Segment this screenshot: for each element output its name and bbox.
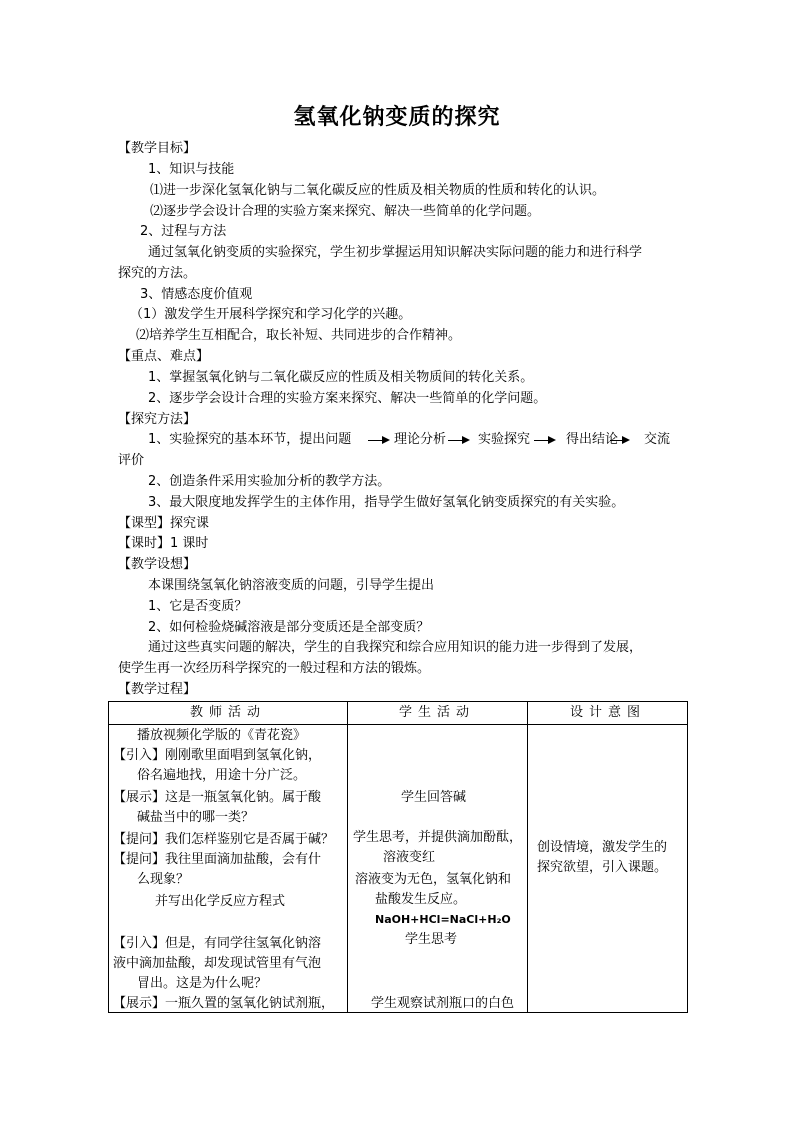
chemical-equation: NaOH+HCl=NaCl+H₂O [375, 913, 511, 926]
header-intent: 设计意图 [569, 705, 646, 720]
teacher-line: 冒出。这是为什么呢？ [137, 976, 268, 991]
teacher-line: 俗名遍地找，用途十分广泛。 [137, 768, 307, 783]
knowledge-item-2: ⑵逐步学会设计合理的实验方案来探究、解决一些简单的化学问题。 [150, 204, 541, 219]
teacher-line: 碱盐当中的哪一类？ [137, 810, 255, 825]
teacher-line: 【引入】刚刚歌里面唱到氢氧化钠， [113, 748, 322, 763]
column-divider [347, 702, 348, 1012]
methods-item-1-prefix: 1、实验探究的基本环节，提出问题 [148, 432, 352, 447]
teacher-line: 播放视频化学版的《青花瓷》 [137, 728, 307, 743]
objectives-heading: 【教学目标】 [118, 141, 197, 156]
design-text-1: 本课围绕氢氧化钠溶液变质的问题，引导学生提出 [148, 578, 435, 593]
document-title: 氢氧化钠变质的探究 [293, 104, 501, 130]
process-text-2: 探究的方法。 [118, 266, 197, 281]
process-text-1: 通过氢氧化钠变质的实验探究，学生初步掌握运用知识解决实际问题的能力和进行科学 [148, 245, 643, 260]
arrow-icon [368, 430, 390, 450]
column-divider [527, 702, 528, 1012]
knowledge-item-1: ⑴进一步深化氢氧化钠与二氧化碳反应的性质及相关物质的性质和转化的认识。 [150, 183, 606, 198]
intent-line: 创设情境，激发学生的 [537, 840, 668, 855]
process-table [108, 701, 688, 1013]
step-exchange: 交流 [644, 432, 671, 447]
methods-item-3: 3、最大限度地发挥学生的主体作用，指导学生做好氢氧化钠变质探究的有关实验。 [148, 495, 625, 510]
emotion-title: 3、情感态度价值观 [140, 287, 253, 302]
emotion-item-1: （1）激发学生开展科学探究和学习化学的兴趣。 [130, 307, 412, 322]
methods-heading: 【探究方法】 [118, 412, 197, 427]
teacher-line: 么现象？ [137, 872, 190, 887]
student-line: 盐酸发生反应。 [375, 892, 467, 907]
step-experiment: 实验探究 [478, 432, 531, 447]
design-question-1: 1、它是否变质？ [148, 599, 248, 614]
design-text-3: 使学生再一次经历科学探究的一般过程和方法的锻炼。 [118, 661, 431, 676]
lesson-type: 【课型】探究课 [118, 516, 210, 531]
header-teacher: 教师活动 [189, 705, 266, 720]
student-line: 学生观察试剂瓶口的白色 [371, 996, 515, 1011]
teacher-line: 液中滴加盐酸，却发现试管里有气泡 [113, 956, 322, 971]
keypoints-heading: 【重点、难点】 [118, 349, 210, 364]
step-conclusion: 得出结论 [566, 432, 619, 447]
header-divider [109, 724, 687, 725]
teacher-line: 【引入】但是，有同学往氢氧化钠溶 [113, 936, 322, 951]
student-line: 溶液变红 [383, 850, 436, 865]
teacher-line: 并写出化学反应方程式 [155, 894, 286, 909]
teacher-line: 【提问】我往里面滴加盐酸，会有什 [113, 852, 322, 867]
arrow-icon [610, 430, 630, 450]
knowledge-skills-title: 1、知识与技能 [148, 162, 235, 177]
design-heading: 【教学设想】 [118, 557, 197, 572]
teacher-line: 【展示】这是一瓶氢氧化钠。属于酸 [113, 790, 322, 805]
lesson-hours: 【课时】1 课时 [118, 536, 209, 551]
keypoint-2: 2、逐步学会设计合理的实验方案来探究、解决一些简单的化学问题。 [148, 391, 547, 406]
student-line: 溶液变为无色，氢氧化钠和 [355, 872, 512, 887]
emotion-item-2: ⑵培养学生互相配合，取长补短、共同进步的合作精神。 [136, 328, 462, 343]
methods-item-2: 2、创造条件采用实验加分析的教学方法。 [148, 474, 391, 489]
student-line: 学生思考 [405, 932, 458, 947]
methods-item-1-cont: 评价 [118, 453, 145, 468]
header-student: 学生活动 [398, 705, 475, 720]
process-heading: 【教学过程】 [118, 682, 197, 697]
student-line: 学生思考，并提供滴加酚酞， [353, 830, 523, 845]
intent-line: 探究欲望，引入课题。 [537, 860, 668, 875]
teacher-line: 【展示】一瓶久置的氢氧化钠试剂瓶， [113, 996, 335, 1011]
keypoint-1: 1、掌握氢氧化钠与二氧化碳反应的性质及相关物质间的转化关系。 [148, 370, 534, 385]
step-theory-analysis: 理论分析 [394, 432, 447, 447]
teacher-line: 【提问】我们怎样鉴别它是否属于碱？ [113, 832, 335, 847]
arrow-icon [448, 430, 470, 450]
arrow-icon [534, 430, 556, 450]
process-methods-title: 2、过程与方法 [140, 224, 227, 239]
design-text-2: 通过这些真实问题的解决，学生的自我探究和综合应用知识的能力进一步得到了发展， [148, 640, 643, 655]
design-question-2: 2、如何检验烧碱溶液是部分变质还是全部变质？ [148, 620, 430, 635]
student-line: 学生回答碱 [401, 790, 467, 805]
methods-item-1 [148, 430, 708, 450]
